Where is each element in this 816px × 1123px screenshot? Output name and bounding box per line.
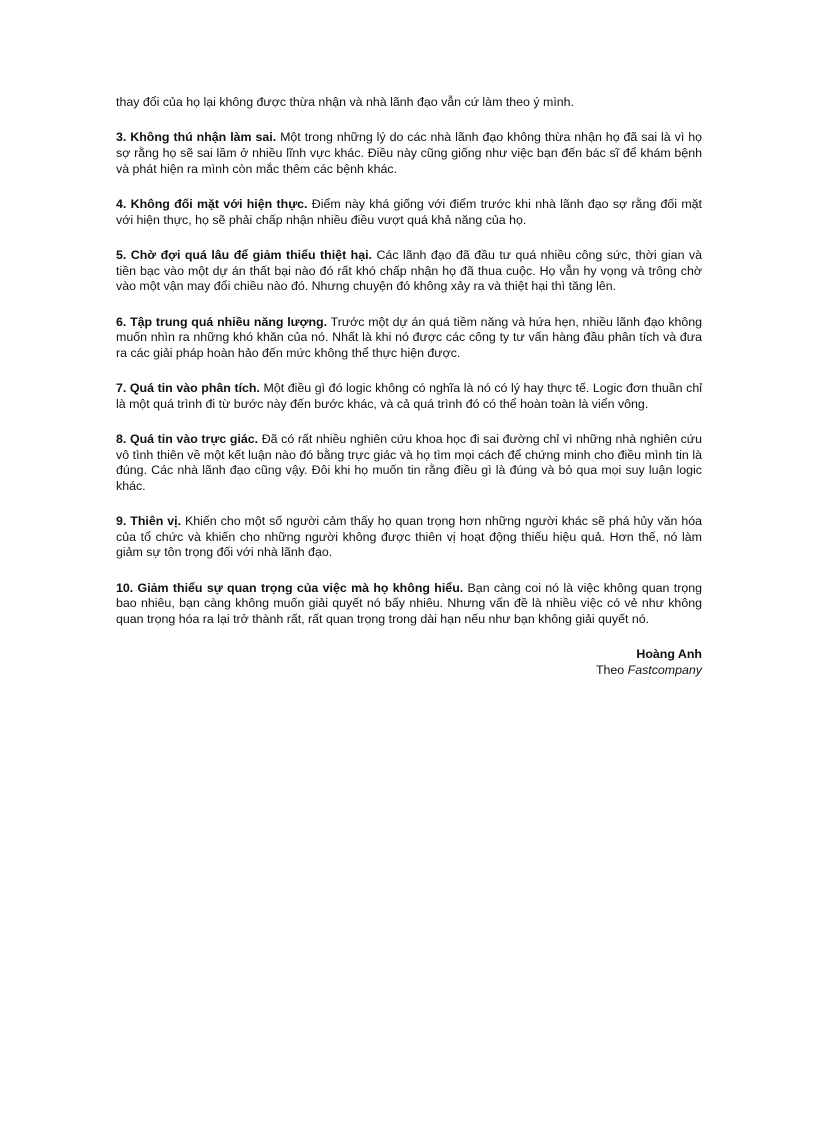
article-signature [116,647,702,678]
source-line [116,663,702,679]
point-heading: 8. Quá tin vào trực giác. [116,432,259,447]
paragraph-point-7 [116,381,702,412]
point-heading: 10. Giảm thiểu sự quan trọng của việc mà họ không hiểu. [116,580,464,595]
paragraph-text: Một điều gì đó logic không có nghĩa là nó có lý hay thực tế. Logic đơn thuần chỉ là một quá trình đi từ bước này đến bước khác, và cả quá trình đó có thể hoàn toàn là viển vông. [116,381,702,411]
point-heading: 4. Không đối mặt với hiện thực. [116,196,308,211]
point-heading: 9. Thiên vị. [116,514,182,529]
point-heading: 5. Chờ đợi quá lâu để giảm thiểu thiệt hại. [116,247,373,262]
author-name: Hoàng Anh [636,647,702,662]
source-prefix: Theo [595,663,628,678]
source-name: Fastcompany [627,663,702,678]
paragraph-point-4 [116,197,702,228]
paragraph-point-6 [116,315,702,362]
point-heading: 7. Quá tin vào phân tích. [116,381,260,396]
paragraph-point-5 [116,248,702,295]
paragraph-text: Một trong những lý do các nhà lãnh đạo không thừa nhận họ đã sai là vì họ sợ rằng họ sẽ sai lầm ở nhiều lĩnh vực khác. Điều này cũng giống như việc bạn đến bác sĩ để khám bệnh và phát hiện ra mình còn mắc thêm các bệnh khác. [116,130,702,176]
paragraph-text: Khiến cho một số người cảm thấy họ quan trọng hơn những người khác sẽ phá hủy văn hóa của tổ chức và khiến cho những người không được thiên vị hoạt động thiếu hiệu quả. Hơn thế, nó làm giảm sự tôn trọng đối với nhà lãnh đạo. [116,514,702,560]
paragraph-text: Trước một dự án quá tiềm năng và hứa hẹn, nhiều lãnh đạo không muốn nhìn ra những khó khăn của nó. Nhất là khi nó được các công ty tư vấn hàng đầu phân tích và đưa ra các giải pháp hoàn hảo đến mức không thể thực hiện được. [116,314,703,360]
point-heading: 3. Không thú nhận làm sai. [116,130,277,145]
paragraph-text: Các lãnh đạo đã đầu tư quá nhiều công sức, thời gian và tiền bạc vào một dự án thất bại nào đó rất khó chấp nhận họ đã thua cuộc. Họ vẫn hy vọng và trông chờ vào một vận may đổi chiều nào đó. Nhưng chuyện đó không xảy ra và thiệt hại thì tăng lên. [116,247,702,294]
paragraph-text: Bạn càng coi nó là việc không quan trọng bao nhiêu, bạn càng không muốn giải quyết nó bấy nhiêu. Nhưng vấn đề là nhiều việc có vẻ như không quan trọng hóa ra lại trở thành rất, rất quan trọng trong dài hạn nếu như bạn không giải quyết nó. [116,580,702,627]
paragraph-intro-continuation [116,95,702,111]
paragraph-point-8 [116,432,702,494]
paragraph-text: thay đổi của họ lại không được thừa nhận và nhà lãnh đạo vẫn cứ làm theo ý mình. [116,95,575,109]
article-body [116,95,702,679]
paragraph-text: Điểm này khá giống với điểm trước khi nhà lãnh đạo sợ rằng đối mặt với hiện thực, họ sẽ phải chấp nhận nhiều điều vượt quá khả năng của họ. [116,196,702,227]
point-heading: 6. Tập trung quá nhiều năng lượng. [116,314,328,329]
paragraph-point-9 [116,514,702,561]
paragraph-point-3 [116,130,702,177]
paragraph-text: Đã có rất nhiều nghiên cứu khoa học đi sai đường chỉ vì những nhà nghiên cứu vô tình thiên về một kết luận nào đó bằng trực giác và họ tìm mọi cách để chứng minh cho điều mình tin là đúng. Các nhà lãnh đạo cũng vậy. Đôi khi họ muốn tin rằng điều gì là đúng và bỏ qua mọi suy luận logic khác. [116,432,702,493]
paragraph-point-10 [116,581,702,628]
